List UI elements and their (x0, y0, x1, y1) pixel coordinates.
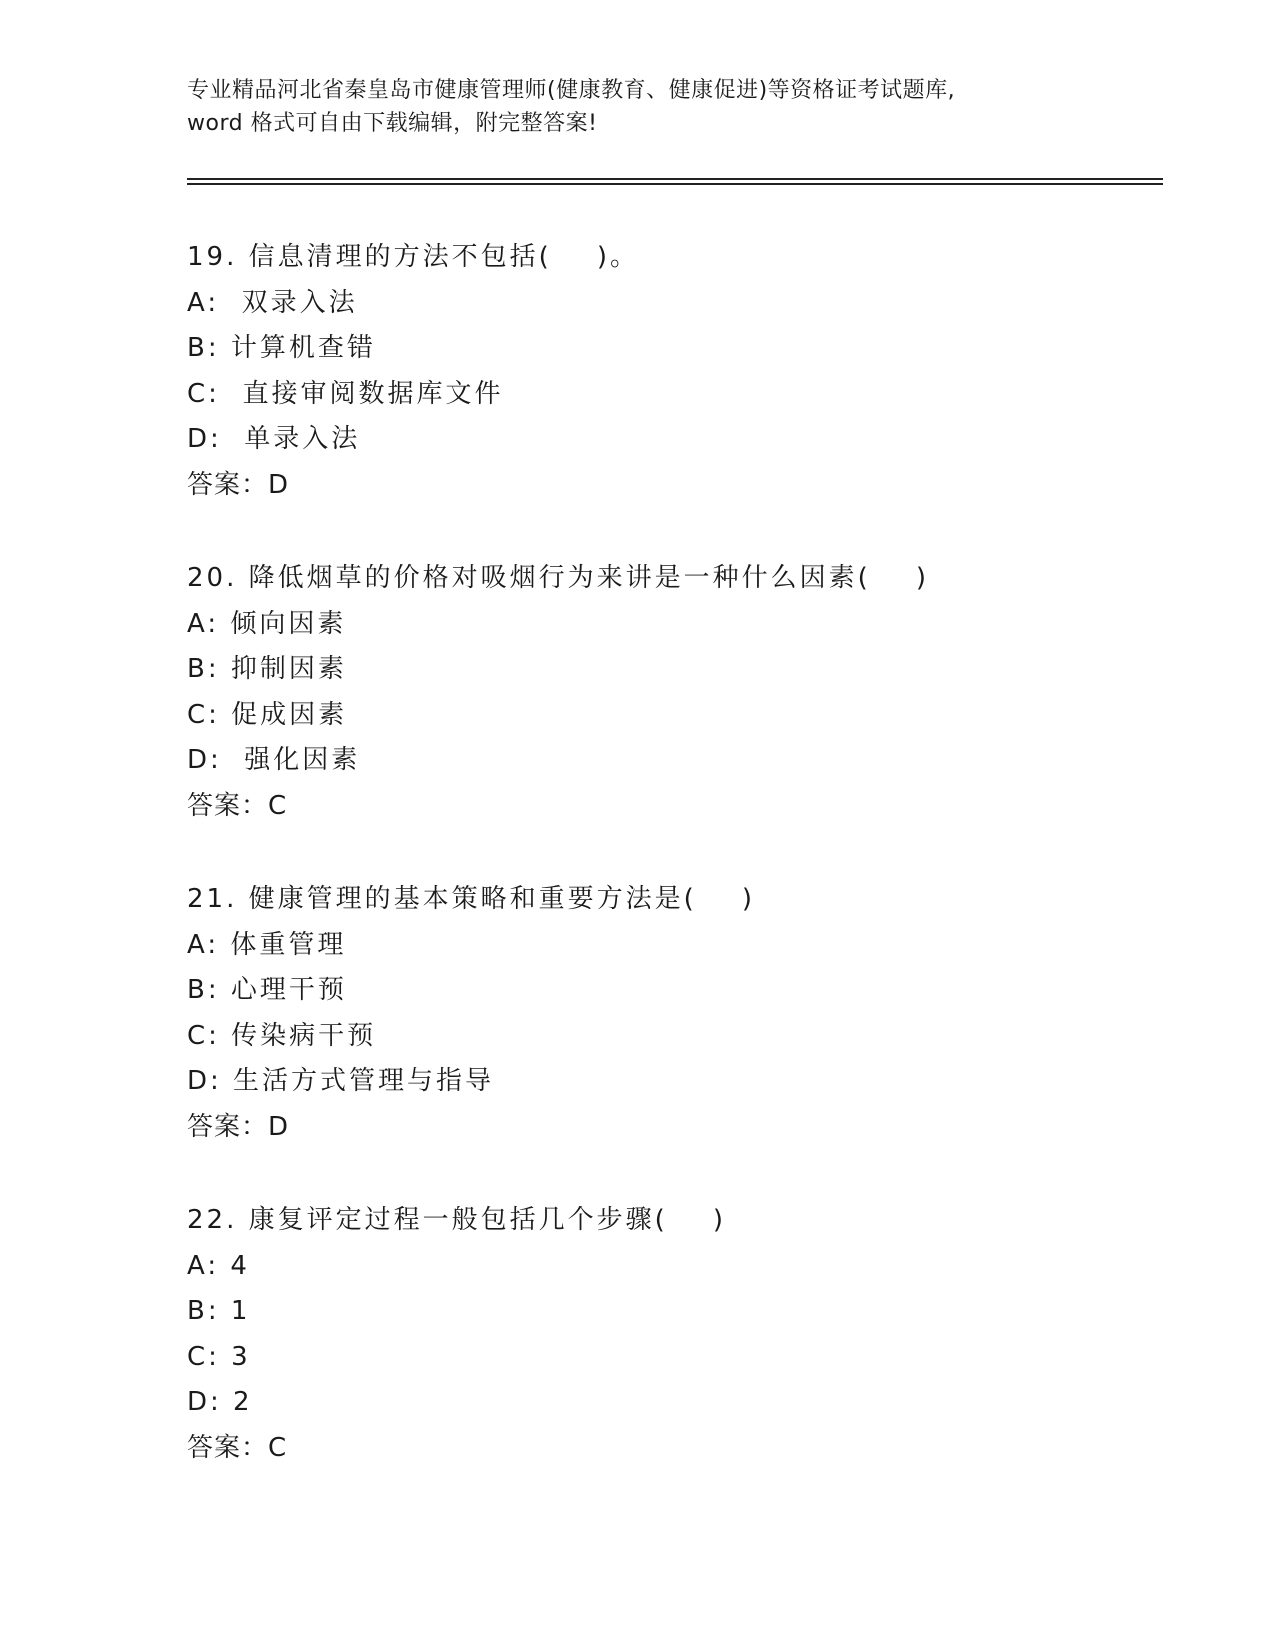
header-divider-bottom (187, 183, 1163, 185)
question-stem: 19. 信息清理的方法不包括( )。 (187, 242, 639, 272)
question-21 (187, 877, 1167, 1150)
question-19 (187, 235, 1167, 508)
question-stem: 20. 降低烟草的价格对吸烟行为来讲是一种什么因素( ) (187, 563, 929, 593)
option-d: D: 单录入法 (187, 424, 361, 454)
option-c: C: 促成因素 (187, 699, 348, 730)
document-header (187, 74, 1167, 140)
option-d: D: 强化因素 (187, 745, 361, 775)
option-c: C: 直接审阅数据库文件 (187, 378, 504, 409)
option-a: A: 倾向因素 (187, 608, 347, 639)
option-d: D: 2 (187, 1387, 253, 1417)
option-c: C: 3 (187, 1341, 251, 1372)
option-b: B: 心理干预 (187, 975, 347, 1005)
question-stem: 21. 健康管理的基本策略和重要方法是( ) (187, 884, 755, 914)
option-b: B: 1 (187, 1296, 251, 1326)
answer: 答案：C (187, 790, 288, 821)
answer: 答案：C (187, 1432, 288, 1463)
option-d: D: 生活方式管理与指导 (187, 1066, 495, 1096)
header-line-1: 专业精品河北省秦皇岛市健康管理师(健康教育、健康促进)等资格证考试题库, (187, 78, 956, 103)
answer: 答案：D (187, 469, 290, 500)
option-a: A: 4 (187, 1250, 250, 1281)
option-c: C: 传染病干预 (187, 1020, 377, 1051)
header-divider-top (187, 178, 1163, 180)
option-a: A: 体重管理 (187, 929, 347, 960)
header-line-2: word 格式可自由下载编辑，附完整答案! (187, 111, 598, 136)
option-a: A: 双录入法 (187, 287, 358, 318)
question-22 (187, 1198, 1167, 1471)
answer: 答案：D (187, 1111, 290, 1142)
option-b: B: 计算机查错 (187, 333, 376, 363)
option-b: B: 抑制因素 (187, 654, 347, 684)
question-stem: 22. 康复评定过程一般包括几个步骤( ) (187, 1205, 726, 1235)
question-20 (187, 556, 1167, 829)
